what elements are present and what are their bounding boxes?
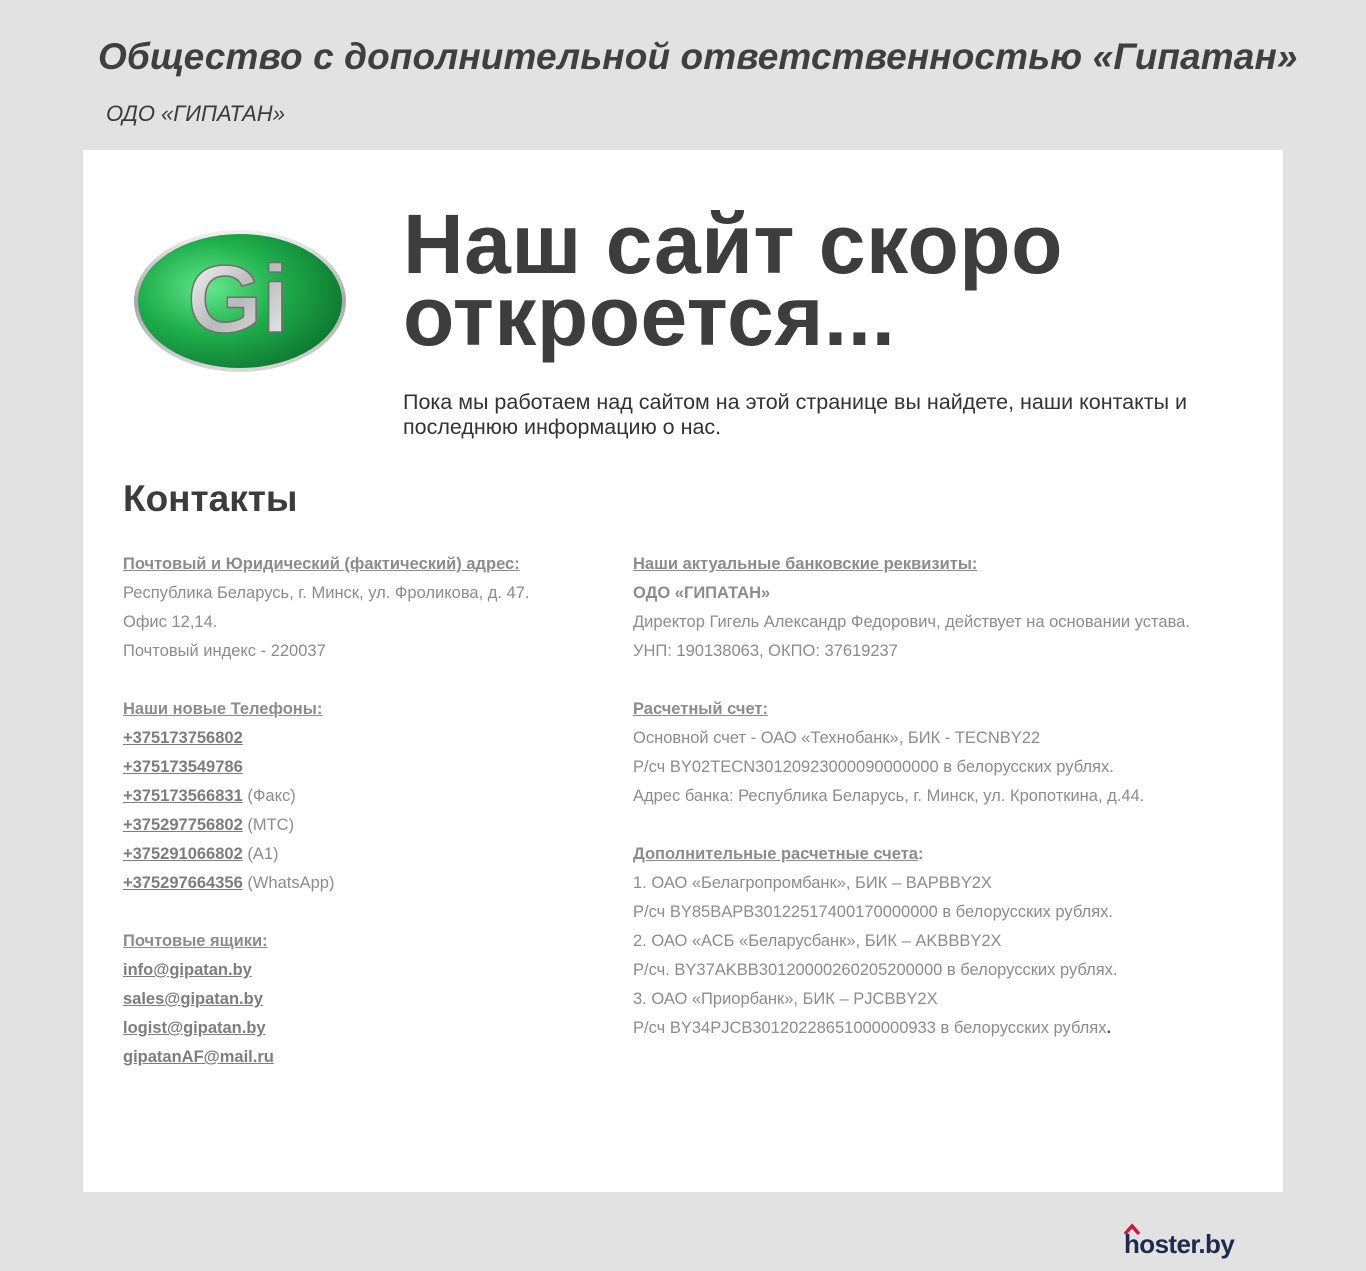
- site-title: Общество с дополнительной ответственностью «Гипатан»: [98, 36, 1298, 77]
- extra-account-line: Р/сч BY85BAPB30122517400170000000 в белорусских рублях.: [633, 903, 1113, 921]
- extra-account-line: Р/сч. BY37AKBB30120000260205200000 в белорусских рублях.: [633, 961, 1118, 979]
- email-link[interactable]: logist@gipatan.by: [123, 1019, 266, 1037]
- bank-director: Директор Гигель Александр Федорович, действует на основании устава.: [633, 613, 1190, 631]
- phone-link[interactable]: +375297756802: [123, 816, 243, 834]
- hoster-by-text: hoster.by: [1124, 1229, 1235, 1259]
- hero-description: Пока мы работаем над сайтом на этой странице вы найдете, наши контакты и последнюю информацию о нас.: [403, 390, 1188, 439]
- bank-details-column: [633, 550, 1253, 1043]
- bank-label: Наши актуальные банковские реквизиты:: [633, 555, 978, 573]
- address-line: Почтовый индекс - 220037: [123, 642, 326, 660]
- main-card: [83, 150, 1283, 1192]
- phone-note: (МТС): [242, 816, 295, 834]
- phone-item: [123, 811, 593, 840]
- phone-link[interactable]: +375297664356: [123, 874, 243, 892]
- extra-account-line-last: [633, 1014, 1253, 1043]
- address-line: Офис 12,14.: [123, 613, 218, 631]
- hero-title: [403, 197, 1263, 363]
- final-dot: .: [1106, 1019, 1112, 1037]
- phone-link[interactable]: +375291066802: [123, 845, 243, 863]
- extra-account-line: 3. ОАО «Приорбанк», БИК – PJCBBY2X: [633, 990, 938, 1008]
- phone-link[interactable]: +375173549786: [123, 758, 243, 776]
- bank-company: ОДО «ГИПАТАН»: [633, 584, 771, 602]
- phone-item: [123, 753, 593, 782]
- phone-note: (Факс): [242, 787, 296, 805]
- extra-accounts-label-text: Дополнительные расчетные счета: [633, 845, 918, 863]
- extra-accounts-label: [633, 840, 1253, 869]
- extra-account-text: Р/сч BY34PJCB30120228651000000933 в белорусских рублях: [633, 1019, 1107, 1037]
- contacts-column: [123, 550, 593, 1072]
- logo-text: Gi: [187, 246, 289, 353]
- phone-link[interactable]: +375173756802: [123, 729, 243, 747]
- extra-account-line: 2. ОАО «АСБ «Беларусбанк», БИК – AKBBBY2X: [633, 932, 1002, 950]
- account-line: Р/сч BY02TECN30120923000090000000 в белорусских рублях.: [633, 758, 1114, 776]
- account-line: Основной счет - ОАО «Технобанк», БИК - TECNBY22: [633, 729, 1041, 747]
- email-link[interactable]: info@gipatan.by: [123, 961, 252, 979]
- phone-item: [123, 724, 593, 753]
- hero-title-line2: откроется...: [403, 269, 896, 363]
- phones-label: Наши новые Телефоны:: [123, 700, 323, 718]
- address-line: Республика Беларусь, г. Минск, ул. Фроликова, д. 47.: [123, 584, 530, 602]
- phone-note: (А1): [242, 845, 279, 863]
- phone-item: [123, 840, 593, 869]
- hero-title-line1: Наш сайт скоро: [403, 197, 1063, 291]
- email-link[interactable]: sales@gipatan.by: [123, 990, 263, 1008]
- hoster-by-logo[interactable]: [1123, 1220, 1235, 1264]
- address-label: Почтовый и Юридический (фактический) адрес:: [123, 555, 520, 573]
- account-line: Адрес банка: Республика Беларусь, г. Минск, ул. Кропоткина, д.44.: [633, 787, 1145, 805]
- email-link[interactable]: gipatanAF@mail.ru: [123, 1048, 274, 1066]
- account-label: Расчетный счет:: [633, 700, 768, 718]
- phone-note: (WhatsApp): [242, 874, 335, 892]
- phone-item: [123, 782, 593, 811]
- phone-link[interactable]: +375173566831: [123, 787, 243, 805]
- emails-label: Почтовые ящики:: [123, 932, 268, 950]
- extra-account-line: 1. ОАО «Белагропромбанк», БИК – BAPBBY2X: [633, 874, 992, 892]
- contacts-heading: Контакты: [123, 478, 298, 519]
- bank-unp: УНП: 190138063, ОКПО: 37619237: [633, 642, 898, 660]
- extra-accounts-colon: :: [917, 845, 924, 863]
- phone-item: [123, 869, 593, 898]
- gipatan-logo: [133, 228, 347, 374]
- site-subtitle: ОДО «ГИПАТАН»: [106, 101, 285, 126]
